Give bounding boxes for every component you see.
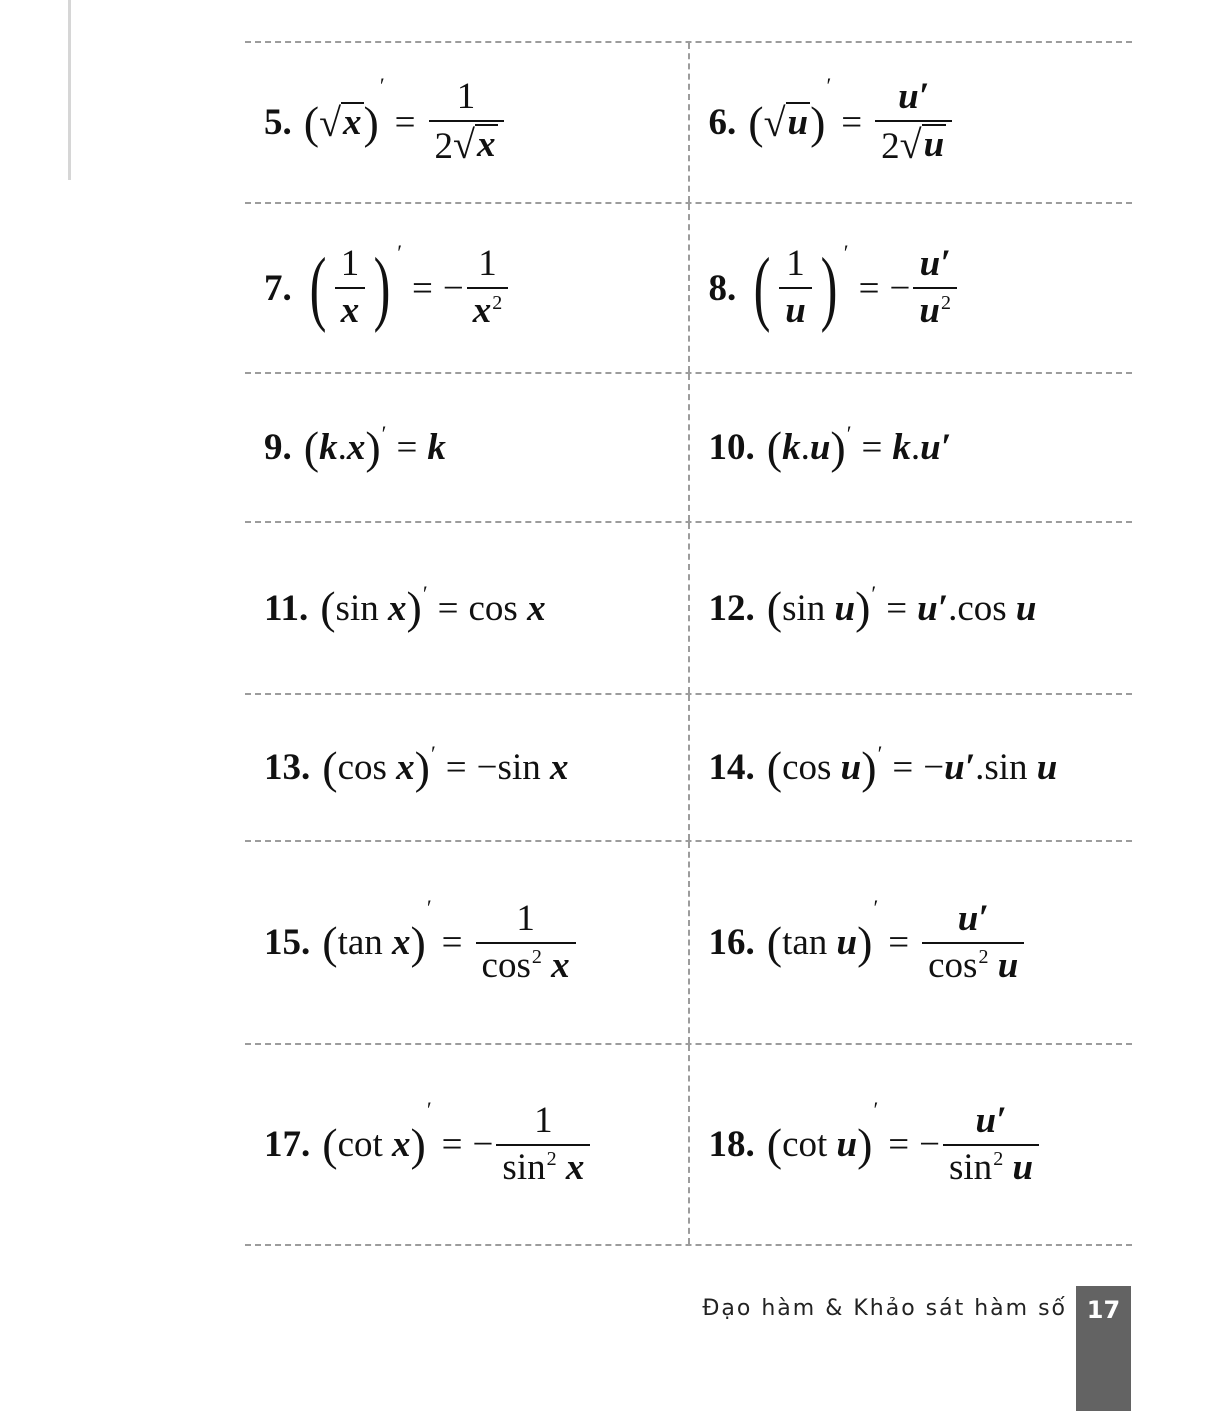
formula-11: 11. ( sin x ) ′ = cos x xyxy=(264,581,546,633)
formula-12: 12. ( sin u ) ′ = u′ . cos u xyxy=(688,523,1133,693)
formula-15: 15. ( tan x ) ′ = $\frac{1}{\cos^2 x}$ xyxy=(245,842,688,1043)
formula-9: 9. ( k . x ) ′ = k xyxy=(264,420,446,473)
formula-table xyxy=(245,41,1132,1246)
formula-7: 7. ( $\frac{1}{x}$ ) ′ = − $\frac{1}{x^2}$ xyxy=(245,204,688,372)
table-row xyxy=(245,1043,1132,1246)
formula-10: 10. ( k . u ) ′ = k . u′ xyxy=(688,374,1133,521)
margin-line xyxy=(68,0,71,180)
formula-17: 17. ( cot x ) ′ = − $\frac{1}{\sin^2 x}$ xyxy=(245,1045,688,1244)
table-row xyxy=(245,202,1132,372)
formula-14: 14. ( cos u ) ′ = − u′ . sin u xyxy=(688,695,1133,840)
table-row xyxy=(245,693,1132,840)
formula-16: 16. ( tan u ) ′ = $\frac{u'}{\cos^2 u}$ xyxy=(688,842,1133,1043)
formula-13: 13. ( cos x ) ′ = − sin x xyxy=(264,740,569,793)
table-row xyxy=(245,41,1132,202)
table-row xyxy=(245,372,1132,521)
formula-6: 6. ( √ u ) ′ = u′ 2 √ u xyxy=(688,43,1133,202)
formula-18: 18. ( cot u ) ′ = − $\frac{u'}{\sin^2 u}$ xyxy=(688,1045,1133,1244)
table-row xyxy=(245,521,1132,693)
table-row xyxy=(245,840,1132,1043)
footer-title: Đạo hàm & Khảo sát hàm số xyxy=(702,1296,1067,1321)
formula-8: 8. ( $\frac{1}{u}$ ) ′ = − $\frac{u'}{u^2}$ xyxy=(688,204,1133,372)
formula-5: 5. ( √ x ) ′ = 1 2 √ x xyxy=(245,43,688,202)
page-number: 17 xyxy=(1076,1286,1131,1411)
